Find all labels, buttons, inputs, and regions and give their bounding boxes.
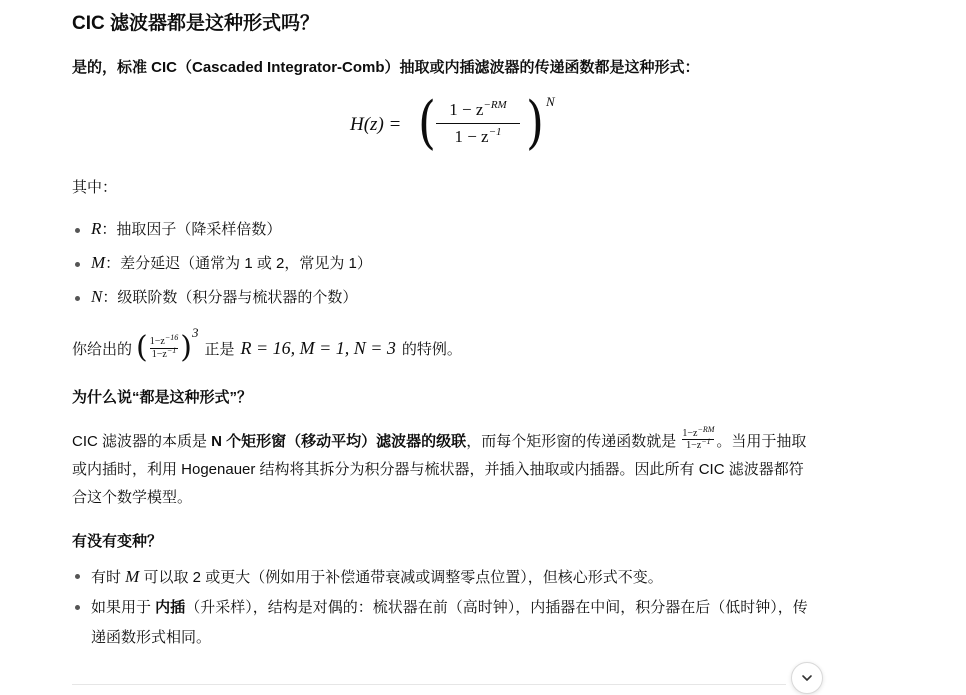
list-item: N：级联阶数（积分器与梳状器的个数） [72,284,372,318]
formula-numerator: $1 - z^{-RM}$ [449,99,507,119]
formula-fraction [434,98,522,149]
formula-outer-exponent: N [546,94,555,109]
formula-left-paren: ( [418,88,436,156]
transfer-function-formula [350,88,650,158]
example-equation: R = 16, M = 1, N = 3 [240,337,396,358]
example-right-paren: ) [180,330,192,365]
example-line: 你给出的 ( $\frac{1-z^{-16}}{1-z^{-1}}$ ) 3 正是 R = 16, M = 1, N = 3 的特例。 [72,325,462,365]
why-heading: 为什么说“都是这种形式”？ [72,389,253,406]
formula-lhs: H(z) = [350,114,402,135]
list-item: R：抽取因子（降采样倍数） [72,216,372,250]
intro-text: 是的，标准 CIC（Cascaded Integrator-Comb）抽取或内插滤波器的传递函数都是这种形式： [72,59,700,76]
formula-right-paren: ) [526,88,544,156]
scroll-down-button[interactable] [791,662,823,694]
divider [72,684,786,685]
example-exponent: 3 [191,325,199,340]
chevron-down-icon [800,671,814,685]
list-item: 如果用于 内插（升采样），结构是对偶的：梳状器在前（高时钟），内插器在中间，积分器在后（低时钟），传递函数形式相同。 [72,593,820,653]
variants-heading: 有没有变种？ [72,533,163,550]
list-item: 有时 M 可以取 2 或更大（例如用于补偿通带衰减或调整零点位置），但核心形式不变。 [72,562,820,593]
list-item: M：差分延迟（通常为 1 或 2，常见为 1） [72,250,372,284]
section-title: CIC 滤波器都是这种形式吗？ [72,13,320,34]
where-label: 其中： [72,179,118,196]
variable-list [72,216,372,318]
fraction-bar [436,123,520,124]
example-fraction: $\frac{1-z^{-16}}{1-z^{-1}}$ [149,332,179,360]
why-paragraph: CIC 滤波器的本质是 N 个矩形窗（移动平均）滤波器的级联，而每个矩形窗的传递函数就是 $\frac{1-z^{-RM}}{1-z^{-1}}$ 。当用于抽取或内插时，利用 Hogenauer 结构将其拆分为积分器与梳状器，并插入抽取或内插器。因此所有 CIC 滤波器都符合这个数学模型。 [72,424,807,506]
example-left-paren: ( [136,330,148,365]
inline-fraction: $\frac{1-z^{-RM}}{1-z^{-1}}$ [682,424,715,451]
variants-list [72,562,820,653]
formula-denominator: $1 - z^{-1}$ [454,126,502,146]
